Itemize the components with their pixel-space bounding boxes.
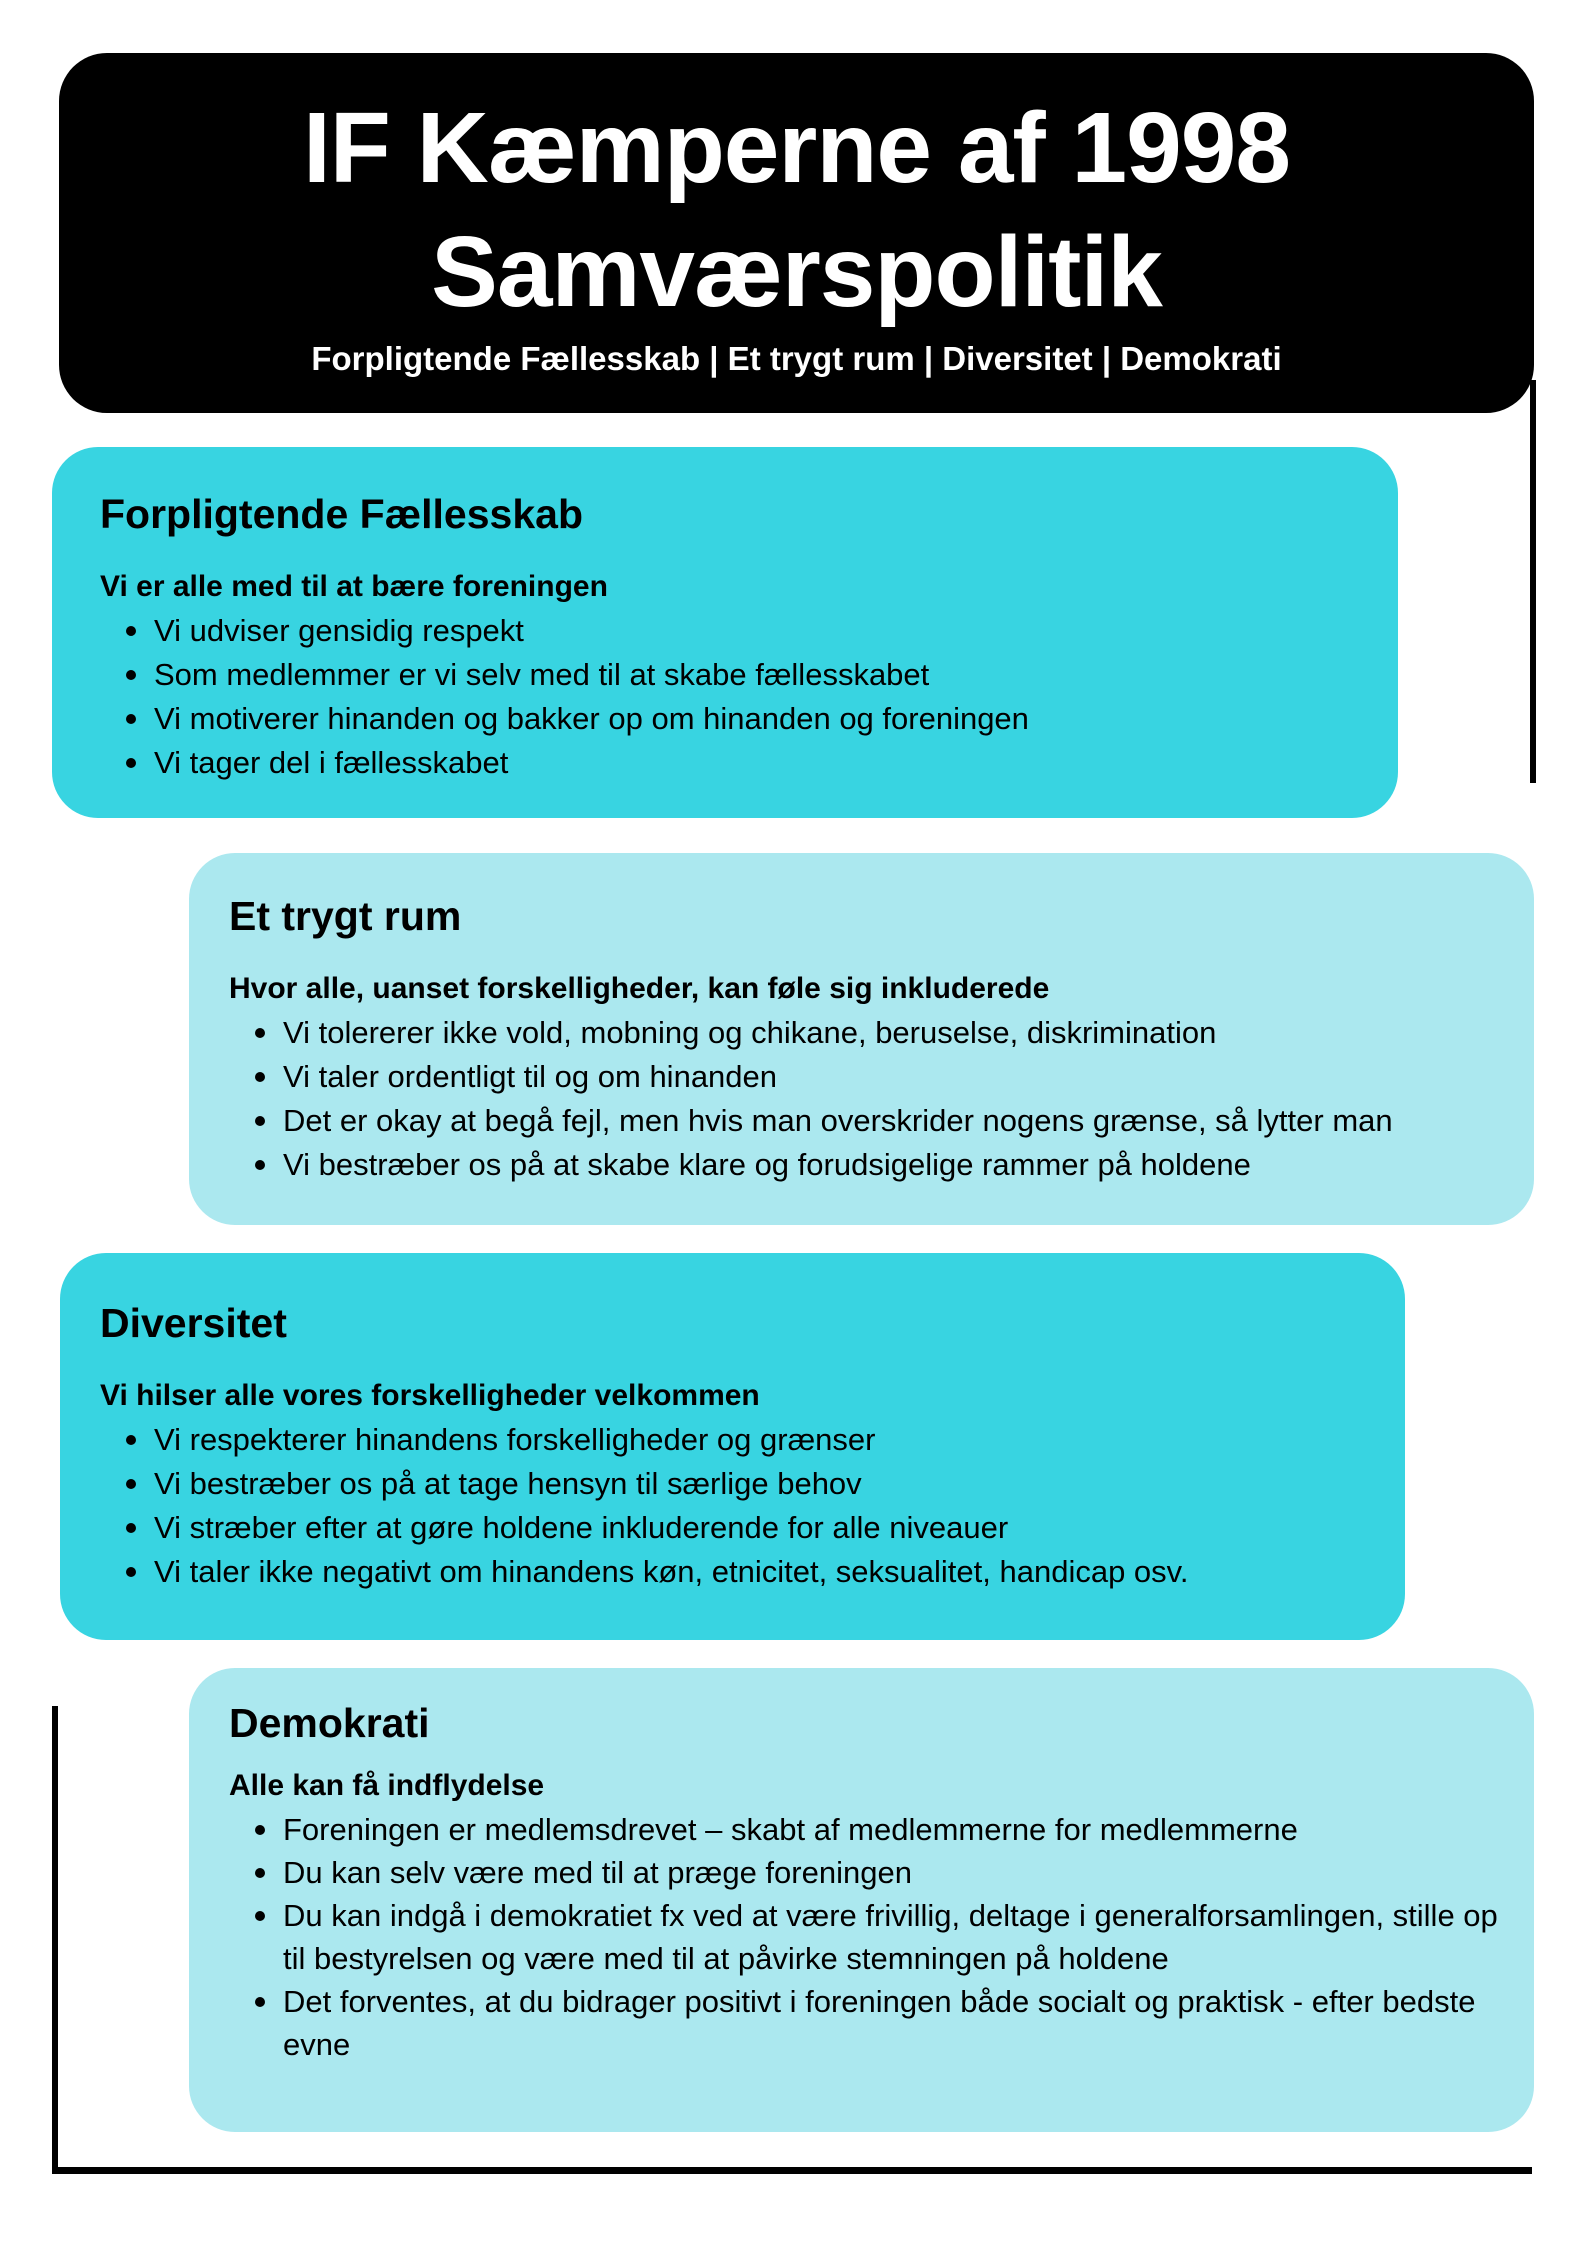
list-item-text: Vi bestræber os på at tage hensyn til særlige behov — [154, 1466, 862, 1501]
list-item-text: Det er okay at begå fejl, men hvis man overskrider nogens grænse, så lytter man — [283, 1103, 1393, 1138]
list-item-text: Vi motiverer hinanden og bakker op om hinanden og foreningen — [154, 701, 1029, 736]
list-item — [126, 1506, 1375, 1550]
decorative-line-right — [1530, 380, 1536, 783]
list-item — [255, 1099, 1504, 1143]
section-subtitle: Alle kan få indflydelse — [229, 1769, 545, 1802]
list-item-text: Vi taler ordentligt til og om hinanden — [283, 1059, 778, 1094]
section-subtitle: Vi hilser alle vores forskelligheder velkommen — [100, 1379, 760, 1412]
list-item — [255, 1894, 1498, 1980]
list-item — [255, 1055, 1504, 1099]
list-item-text: Det forventes, at du bidrager positivt i foreningen både socialt og praktisk - efter bedste evne — [283, 1984, 1476, 2062]
list-item — [126, 609, 1358, 653]
section-subtitle: Hvor alle, uanset forskelligheder, kan føle sig inkluderede — [229, 972, 1050, 1005]
section-list — [255, 1808, 1498, 2066]
list-item-text: Vi bestræber os på at skabe klare og forudsigelige rammer på holdene — [283, 1147, 1251, 1182]
list-item — [255, 1808, 1498, 1851]
list-item — [255, 1980, 1498, 2066]
section-list — [126, 609, 1358, 785]
bullet-icon — [255, 1028, 265, 1038]
section-et-trygt-rum — [189, 853, 1534, 1225]
list-item-text: Vi stræber efter at gøre holdene inkluderende for alle niveauer — [154, 1510, 1009, 1545]
bullet-icon — [126, 714, 136, 724]
bullet-icon — [255, 1116, 265, 1126]
section-demokrati — [189, 1668, 1534, 2132]
list-item — [126, 1550, 1375, 1594]
list-item-text: Vi tager del i fællesskabet — [154, 745, 509, 780]
bullet-icon — [126, 758, 136, 768]
section-forpligtende-faellesskab — [52, 447, 1398, 818]
list-item-text: Vi taler ikke negativt om hinandens køn, etnicitet, seksualitet, handicap osv. — [154, 1554, 1189, 1589]
page-subtitle: Forpligtende Fællesskab | Et trygt rum | Diversitet | Demokrati — [311, 340, 1282, 377]
bullet-icon — [126, 1567, 136, 1577]
list-item-text: Du kan indgå i demokratiet fx ved at være frivillig, deltage i generalforsamlingen, stille op til bestyrelsen og være med til at påvirke stemningen på holdene — [283, 1898, 1498, 1976]
bullet-icon — [255, 1072, 265, 1082]
bullet-icon — [255, 1160, 265, 1170]
bullet-icon — [255, 1997, 265, 2007]
list-item-text: Foreningen er medlemsdrevet – skabt af medlemmerne for medlemmerne — [283, 1812, 1298, 1847]
list-item-text: Du kan selv være med til at præge foreningen — [283, 1855, 912, 1890]
bullet-icon — [255, 1911, 265, 1921]
list-item — [126, 741, 1358, 785]
list-item — [255, 1143, 1504, 1187]
page-title-line-2: Samværspolitik — [431, 216, 1162, 328]
list-item-text: Som medlemmer er vi selv med til at skabe fællesskabet — [154, 657, 930, 692]
list-item — [255, 1851, 1498, 1894]
section-list — [255, 1011, 1504, 1187]
section-list — [126, 1418, 1375, 1594]
decorative-line-bottom — [52, 2167, 1532, 2174]
section-title: Et trygt rum — [229, 893, 462, 939]
section-subtitle: Vi er alle med til at bære foreningen — [100, 570, 608, 603]
bullet-icon — [126, 670, 136, 680]
section-title: Forpligtende Fællesskab — [100, 491, 583, 537]
section-diversitet — [60, 1253, 1405, 1640]
list-item — [255, 1011, 1504, 1055]
bullet-icon — [126, 1435, 136, 1445]
list-item — [126, 1418, 1375, 1462]
list-item-text: Vi tolererer ikke vold, mobning og chikane, beruselse, diskrimination — [283, 1015, 1217, 1050]
section-title: Diversitet — [100, 1300, 287, 1346]
header-banner — [59, 53, 1534, 413]
bullet-icon — [126, 626, 136, 636]
list-item — [126, 697, 1358, 741]
decorative-line-left — [52, 1706, 58, 2174]
bullet-icon — [255, 1825, 265, 1835]
bullet-icon — [255, 1868, 265, 1878]
list-item — [126, 653, 1358, 697]
bullet-icon — [126, 1479, 136, 1489]
list-item-text: Vi udviser gensidig respekt — [154, 613, 524, 648]
list-item-text: Vi respekterer hinandens forskelligheder og grænser — [154, 1422, 876, 1457]
page-title-line-1: IF Kæmperne af 1998 — [303, 92, 1290, 204]
list-item — [126, 1462, 1375, 1506]
bullet-icon — [126, 1523, 136, 1533]
section-title: Demokrati — [229, 1700, 430, 1746]
